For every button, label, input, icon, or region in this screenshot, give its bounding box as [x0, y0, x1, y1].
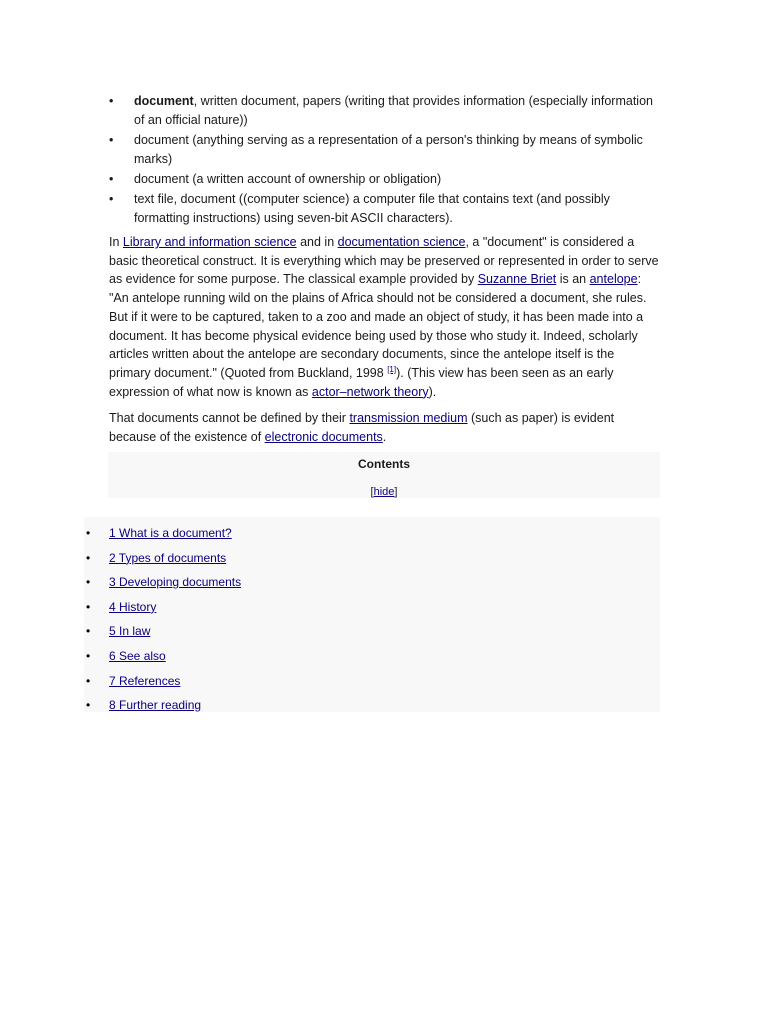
paragraph-text: , a "document" is considered a basic theoretical construct. It is everything which may be preserved or represented in order to serve as evidence for some purpose. The classical example provided by [109, 235, 659, 287]
toc-title: Contents [358, 457, 410, 471]
definition-text: text file, document ((computer science) a computer file that contains text (and possibly formatting instructions) using seven-bit ASCII characters). [134, 192, 610, 225]
definition-text: document (a written account of ownership or obligation) [134, 172, 442, 186]
toc-header [108, 452, 660, 498]
article-body [109, 92, 659, 447]
definition-item [109, 92, 659, 130]
link-documentation-science[interactable]: documentation science [337, 235, 466, 249]
bullet-icon: • [109, 94, 114, 108]
toc-link[interactable]: 6 See also [109, 648, 166, 663]
paragraph-text: In [109, 235, 123, 249]
paragraph-text: : "An antelope running wild on the plains of Africa should not be considered a document, she rules. But if it were to be captured, taken to a zoo and made an object of study, it has been made into a document. It has become physical evidence being used by those who study it. Indeed, scholarly articles written about the antelope are secondary documents, since the antelope itself is the primary document." (Quoted from Buckland, 1998 [109, 272, 647, 380]
definition-term: document [134, 94, 194, 108]
toc-link[interactable]: 8 Further reading [109, 698, 202, 713]
link-suzanne-briet[interactable]: Suzanne Briet [477, 272, 557, 287]
paragraph-text: . [382, 430, 387, 445]
link-library-information-science[interactable]: Library and information science [122, 235, 297, 249]
toc-hide-link[interactable]: hide [373, 486, 395, 498]
bullet-icon: • [86, 673, 91, 688]
toc-hide-toggle [108, 485, 660, 499]
bullet-icon: • [86, 648, 91, 663]
paragraph-document-concept [109, 233, 659, 401]
paragraph-text: and in [296, 235, 338, 249]
toc-link[interactable]: 5 In law [109, 624, 151, 639]
bullet-icon: • [109, 133, 114, 147]
bullet-icon: • [86, 550, 91, 565]
bullet-icon: • [109, 192, 114, 206]
definition-text: document (anything serving as a representation of a person's thinking by means of symbolic marks) [134, 133, 643, 166]
toc-link[interactable]: 2 Types of documents [109, 550, 227, 565]
toc-list-container [84, 517, 660, 712]
definition-item [109, 170, 659, 189]
definition-text: , written document, papers (writing that provides information (especially information of an official nature)) [134, 94, 653, 127]
bullet-icon: • [86, 599, 91, 614]
citation-link[interactable]: [1] [387, 364, 397, 374]
link-antelope[interactable]: antelope [589, 272, 638, 287]
bullet-icon: • [109, 172, 114, 186]
bullet-icon: • [86, 698, 91, 713]
definition-item [109, 131, 659, 169]
link-transmission-medium[interactable]: transmission medium [349, 411, 468, 426]
definition-item [109, 190, 659, 228]
bracket-open: [ [370, 486, 374, 498]
paragraph-text: ). [428, 384, 437, 399]
paragraph-text: is an [556, 272, 590, 287]
definition-list [109, 92, 659, 228]
toc-link[interactable]: 4 History [109, 599, 157, 614]
bullet-icon: • [86, 575, 91, 590]
paragraph-transmission-medium [109, 409, 659, 446]
paragraph-text: ). (This view has been seen as an early expression of what now is known as [109, 365, 614, 399]
toc-link[interactable]: 7 References [109, 673, 181, 688]
toc-link[interactable]: 1 What is a document? [109, 526, 232, 540]
link-electronic-documents[interactable]: electronic documents [264, 430, 383, 445]
paragraph-text: That documents cannot be defined by their [109, 411, 350, 426]
bracket-close: ] [394, 486, 398, 498]
toc-link[interactable]: 3 Developing documents [109, 575, 242, 590]
bullet-icon: • [86, 526, 91, 540]
bullet-icon: • [86, 624, 91, 639]
link-actor-network-theory[interactable]: actor–network theory [311, 384, 429, 399]
paragraph-text: (such as paper) is evident because of the existence of [109, 411, 615, 445]
